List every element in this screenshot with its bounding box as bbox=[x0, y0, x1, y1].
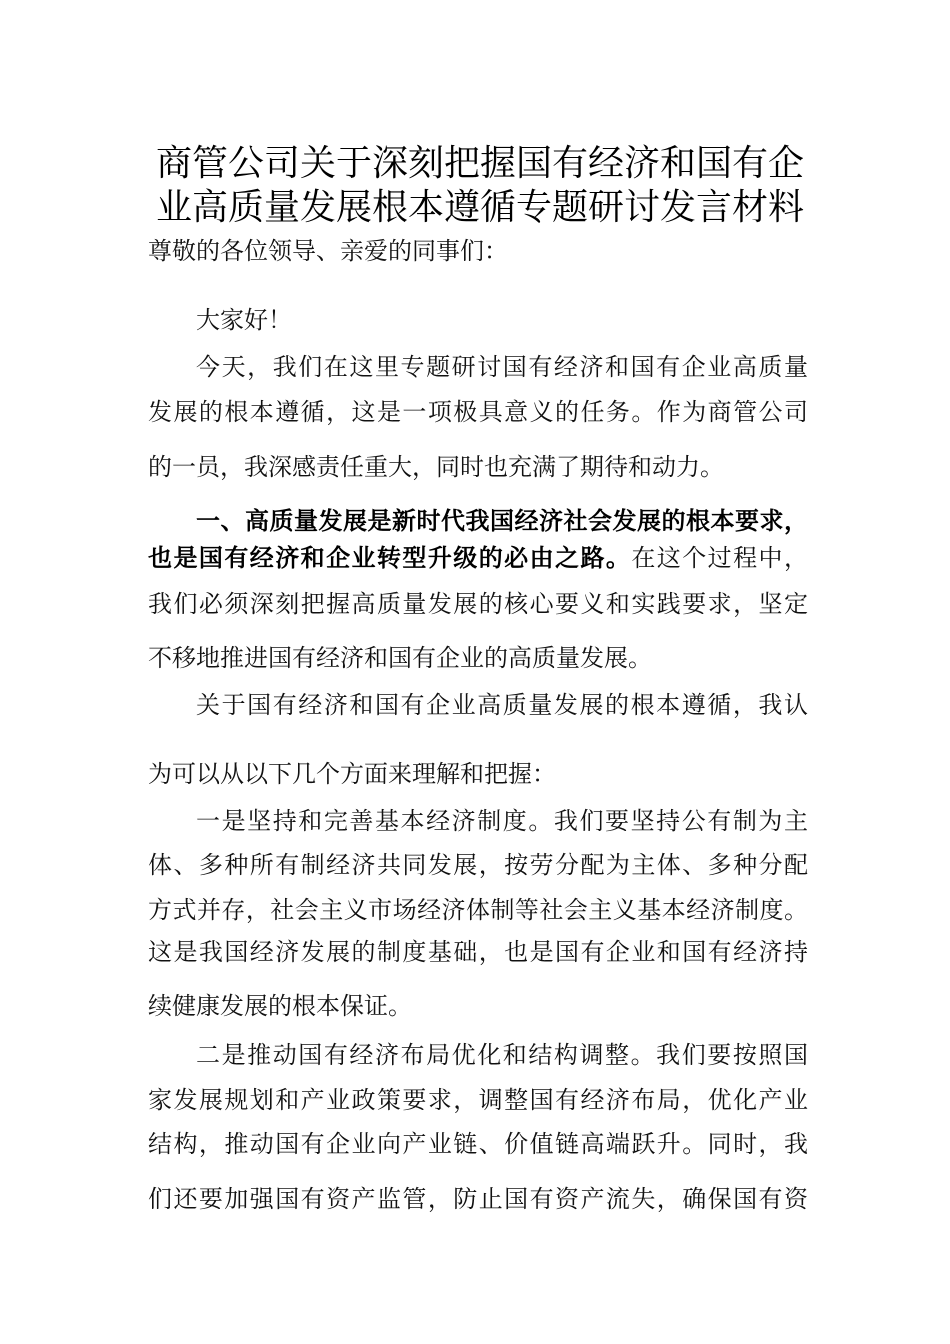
paragraph-4-line: 一是坚持和完善基本经济制度。我们要坚持公有制为主 bbox=[196, 807, 808, 835]
paragraph-5-line: 二是推动国有经济布局优化和结构调整。我们要按照国 bbox=[196, 1041, 808, 1069]
paragraph-5-line: 们还要加强国有资产监管，防止国有资产流失，确保国有资 bbox=[148, 1185, 808, 1213]
paragraph-4-line: 续健康发展的根本保证。 bbox=[148, 992, 412, 1020]
paragraph-4-line: 体、多种所有制经济共同发展，按劳分配为主体、多种分配 bbox=[148, 851, 808, 879]
paragraph-2-line: 我们必须深刻把握高质量发展的核心要义和实践要求，坚定 bbox=[148, 590, 808, 618]
paragraph-5-line: 家发展规划和产业政策要求，调整国有经济布局，优化产业 bbox=[148, 1086, 808, 1114]
paragraph-4-line: 这是我国经济发展的制度基础，也是国有企业和国有经济持 bbox=[148, 938, 808, 966]
paragraph-3-line: 关于国有经济和国有企业高质量发展的根本遵循，我认 bbox=[196, 691, 808, 719]
greeting: 大家好！ bbox=[196, 306, 292, 334]
document-title-line-2: 业高质量发展根本遵循专题研讨发言材料 bbox=[155, 187, 804, 228]
salutation: 尊敬的各位领导、亲爱的同事们： bbox=[148, 237, 508, 265]
section-1-heading: 一、高质量发展是新时代我国经济社会发展的根本要求， bbox=[196, 507, 808, 535]
paragraph-4-line: 方式并存，社会主义市场经济体制等社会主义基本经济制度。 bbox=[148, 896, 808, 924]
paragraph-3-line: 为可以从以下几个方面来理解和把握： bbox=[148, 760, 556, 788]
paragraph-2-line: 不移地推进国有经济和国有企业的高质量发展。 bbox=[148, 644, 652, 672]
paragraph-1-line: 发展的根本遵循，这是一项极具意义的任务。作为商管公司 bbox=[148, 398, 808, 426]
section-1-heading-continued: 也是国有经济和企业转型升级的必由之路。 bbox=[148, 544, 632, 572]
paragraph-1-line: 今天，我们在这里专题研讨国有经济和国有企业高质量 bbox=[196, 353, 808, 381]
paragraph-1-line: 的一员，我深感责任重大，同时也充满了期待和动力。 bbox=[148, 453, 724, 481]
paragraph-5-line: 结构，推动国有企业向产业链、价值链高端跃升。同时，我 bbox=[148, 1130, 808, 1158]
document-title-line-1: 商管公司关于深刻把握国有经济和国有企 bbox=[155, 143, 804, 184]
paragraph-2-text: 在这个过程中， bbox=[631, 544, 808, 572]
paragraph-2-line bbox=[148, 543, 808, 573]
